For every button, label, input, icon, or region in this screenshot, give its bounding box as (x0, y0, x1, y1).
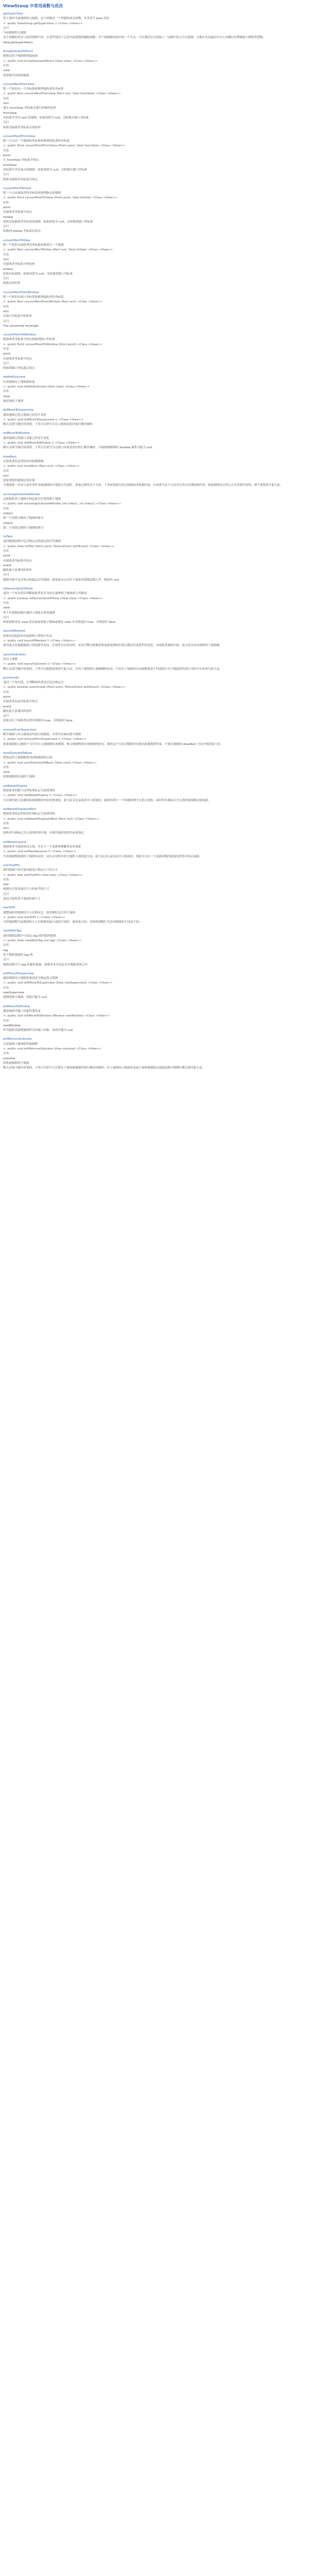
discussion-text: 当视图第一次显示或有事件导致视图的可视部分失效时，系统会调用这个方法。子类如果使用其它绘图技术绘制内容，应该重写这个方法并在其中实现绘图代码；如果视图是以其它方式设置内容的，则不需要重写此方法。 (3, 484, 283, 487)
return-section-label: 返回 (3, 715, 9, 718)
return-value: 如果接收者是 view 的直接或间接子视图或就是 view 本身则返回 true，否则返回 false (3, 621, 116, 624)
api-name: sizeToFit (3, 906, 15, 910)
return-section-label: 返回 (3, 362, 9, 365)
param-description: 在接收者坐标系中的点 (3, 211, 32, 214)
param-description: 在接收者坐标系中的点 (3, 559, 32, 563)
api-name: willMoveToSuperview (3, 972, 34, 975)
api-entry (3, 587, 330, 625)
return-value: 转换到 toView 坐标系后的点 (3, 230, 41, 233)
api-entry (3, 375, 330, 404)
param-name: event (3, 705, 11, 708)
api-signature: <- public void bringSubviewToFront (View view) <Class <View>> (3, 59, 98, 63)
api-entry (3, 1037, 330, 1071)
param-name: view (3, 69, 10, 73)
api-signature: <- public View hitTest (Point point, MotionEvent withEvent) <Class <View>> (3, 545, 114, 548)
api-entry (3, 784, 330, 803)
api-description: 把一个矩形从一个坐标系转换到接收者的坐标系 (3, 88, 64, 91)
return-section-label: 返回 (3, 173, 9, 177)
param-name: point (3, 554, 11, 558)
api-signature: <- public Size sizeThatFits (Size size) <Class <View>> (3, 873, 82, 877)
api-description: 询问视图计算并返回最适合指定尺寸的大小 (3, 869, 58, 872)
api-signature: <- public void removeFromSuperview () <Class <View>> (3, 738, 87, 741)
param-description: 在接收者局部坐标系中的点 (3, 700, 38, 704)
api-description: 告诉视图子视图即将被移除 (3, 1042, 38, 1046)
api-entry (3, 728, 330, 747)
param-description: 触发此方法调用的事件 (3, 569, 32, 572)
param-name: fromView (3, 111, 17, 115)
api-description: 布局子视图 (3, 657, 18, 661)
param-section-label: 参数 (3, 1052, 9, 1056)
return-section-label: 返回 (3, 121, 9, 125)
param-description: 在窗口坐标系中的矩形 (3, 315, 32, 318)
api-signature: <- public void willMoveToSuperview (View newSuperview) <Class <View>> (3, 981, 113, 985)
page-title: ViewGroup 中常用函数与成员 (3, 4, 63, 8)
param-section-label: 参数 (3, 878, 9, 882)
param-description: 视图的新父视图；该值可能为 null (3, 996, 47, 999)
return-value: 转换为接收者坐标系后的点 (3, 178, 38, 181)
discussion-text: 如果视图的父视图不为空并且父视图拥有该视图，则父视图释放对该视图的持有；调用这个方法会移除所有指向此视图的约束。不要在视图的 drawRect 方法中调用此方法。 (3, 742, 223, 746)
param-description: 用于搜索视图的 tag 值 (3, 953, 33, 957)
param-description: 被添加的子视图 (3, 399, 24, 403)
discussion-text: 可以使用此方法通知系统视图的内容需要重绘。此方法会记录请求并立即返回；视图直到下一个绘制周期才会真正重绘，届时所有被标记为无效的视图都会被更新。 (3, 799, 211, 802)
return-value: 如果点位于接收者边界内则返回 true，否则返回 false (3, 719, 73, 723)
return-section-label: 返回 (3, 319, 9, 323)
api-name: hitTest (3, 535, 13, 539)
api-description: 通知视图其父视图将要改变为指定的父视图 (3, 977, 58, 980)
return-section-label: 返回 (3, 26, 9, 30)
discussion-text: 默认实现不做任何事情；子类可以根据需要重写此方法，对其子视图执行更精确的布局。只有在子视图的自动调整和基于约束的行为不能提供所需行为时才应该重写此方法。 (3, 667, 223, 671)
param-description: 视图应计算其最佳大小时参考的尺寸 (3, 888, 50, 891)
param-section-label: 参数 (3, 1019, 9, 1023)
api-name: viewWithTag (3, 929, 22, 933)
param-section-label: 参数 (3, 305, 9, 309)
api-name: drawRect (3, 455, 17, 459)
api-name: sizeThatFits (3, 863, 20, 867)
param-name: index1 (3, 512, 13, 515)
param-description: 需要重绘的视图边界区域 (3, 479, 35, 483)
param-section-label: 参数 (3, 390, 9, 394)
api-name: convertPointToWindow (3, 333, 36, 337)
api-signature: <- public void layoutIfNeeded () <Class <View>> (3, 639, 75, 643)
param-section-label: 参数 (3, 253, 9, 257)
param-name: subview (3, 1057, 15, 1060)
return-value: 视图对象中包含该点的最远后代视图；如果该点完全位于接收者视图层级之外，则返回 null (3, 578, 119, 582)
document-page (0, 0, 330, 1071)
return-value: 视图层级中与 tag 匹配的视图；接收者本身也包含在搜索范围之内 (3, 963, 88, 967)
param-name: size (3, 883, 9, 887)
api-entry (3, 1005, 330, 1033)
param-name: event (3, 564, 11, 567)
api-signature: <- public void setNeedsDisplayInRect (Rect rect) <Class <View>> (3, 817, 100, 821)
api-signature: <- public void didMoveToWindow () <Class <View>> (3, 442, 80, 445)
api-signature: <- public void willRemoveSubview (View subview) <Class <View>> (3, 1047, 102, 1050)
api-signature: <- public void sendSubviewToBack (View view) <Class <View>> (3, 761, 97, 765)
return-section-label: 返回 (3, 958, 9, 962)
param-name: rect (3, 102, 9, 106)
param-name: toView (3, 267, 13, 271)
api-description: 把一个点从接收者的坐标系转换到指定的视图 (3, 192, 61, 195)
param-description: 触发此方法调用的事件 (3, 709, 32, 713)
api-entry (3, 408, 330, 427)
param-description: 要把点转换到其坐标系的视图；如果该值为 null，会转换到窗口坐标系 (3, 220, 93, 224)
api-description: 通知视图它的父视图已经发生变化 (3, 413, 46, 417)
param-description: 第二个需要交换的子视图的索引 (3, 526, 44, 530)
api-entry (3, 807, 330, 836)
api-entry (3, 535, 330, 583)
api-signature: <- public void didAddSubview (View view) <Class <View>> (3, 385, 90, 389)
api-name: sendSubviewToBack (3, 751, 32, 755)
api-signature: <- public void drawRect (Rect rect) <Class <View>> (3, 465, 80, 468)
param-description: 作为接收者新根视图所在的窗口对象；该值可能为 null (3, 1029, 73, 1032)
api-entry (3, 82, 330, 130)
api-name: convertRectFromView (3, 82, 35, 86)
api-entry (3, 333, 330, 371)
return-section-label: 返回 (3, 616, 9, 619)
api-description: 调整接收者视图的大小并移动它，使其刚好包含其子视图 (3, 911, 75, 914)
api-name: willMoveToWindow (3, 1005, 30, 1008)
api-description: 断开视图与其父视图及其窗口的链接，并将其从响应链中移除 (3, 733, 81, 737)
api-description: 告诉视图有子视图被添加 (3, 380, 35, 384)
api-name: bringSubviewToFront (3, 50, 34, 54)
param-name: tag (3, 948, 8, 952)
return-value: 转换后的矩形 (3, 282, 21, 285)
return-value: The converted rectangle (3, 324, 39, 328)
param-name: point (3, 206, 11, 209)
param-section-label: 参数 (3, 766, 9, 769)
api-description: 如果有挂起的布局更新则立即执行布局 (3, 634, 53, 638)
param-section-label: 参数 (3, 549, 9, 553)
param-description: 第一个需要交换的子视图的索引 (3, 517, 44, 520)
api-signature: <- public void exchangeSubviewAtIndex (int index1, int index2) <Class <View>> (3, 502, 121, 506)
param-section-label: 参数 (3, 986, 9, 990)
api-name: removeFromSuperview (3, 728, 37, 732)
return-section-label: 返回 (3, 225, 9, 229)
api-entry (3, 863, 330, 902)
return-value: 转换为接收者坐标系后的矩形 (3, 126, 41, 129)
param-section-label: 参数 (3, 97, 9, 100)
param-name: view (3, 395, 10, 398)
api-entry (3, 187, 330, 234)
api-entry (3, 840, 330, 859)
api-name: setNeedsDisplay (3, 784, 27, 788)
api-signature: <- public Point convertPointFromView (Point point, View fromView) <Class <View>> (3, 144, 125, 148)
api-name: convertRectFromWindow (3, 291, 39, 294)
api-signature: <- public void setNeedsDisplay () <Class <View>> (3, 794, 77, 798)
param-name: index2 (3, 521, 13, 525)
api-name: exchangeSubviewAtIndex (3, 493, 40, 496)
param-description: 转换目标视图；如果该值为 null，会转换到窗口坐标系 (3, 272, 73, 276)
api-description: 使接收者当前的布局无效，并在下一个更新周期触发布局更新 (3, 845, 81, 849)
discussion-text: 默认实现不做任何事情，子类可以重写以在窗口对象变化时执行额外操作；当视图被移除时 window 属性可能为 null。 (3, 446, 155, 450)
param-section-label: 参数 (3, 507, 9, 511)
param-description: 即将被移除的子视图 (3, 1061, 29, 1065)
api-entry (3, 676, 330, 724)
api-name: didMoveToWindow (3, 432, 30, 435)
api-name: convertRectToView (3, 239, 30, 242)
param-name: rect (3, 310, 9, 313)
discussion-text: 当需要调整视图的子视图布局时，请在应用程序的主线程上调用此方法；此方法会记录请求并立即返回，因此可以在一个更新周期内批量处理多次布局更新。 (3, 855, 202, 858)
api-name: isDescendantOfView (3, 587, 33, 591)
api-entry (3, 134, 330, 182)
param-name: newSuperview (3, 991, 24, 995)
param-name: rect (3, 474, 9, 478)
api-description: 把接收者指定的矩形区域标记为需要重绘 (3, 812, 55, 816)
return-section-label: 返回 (3, 277, 9, 281)
api-signature: <- public Rect convertRectToView (Rect rect, View toView) <Class <View>> (3, 248, 113, 252)
param-description: 在接收者坐标系中的点 (3, 357, 32, 361)
return-value: 更适合接收者子视图的新尺寸 (3, 897, 41, 901)
api-description: 返回视图层级中与给定 tag 值匹配的视图 (3, 934, 56, 938)
param-section-label: 参数 (3, 149, 9, 152)
api-signature: <- public void didMoveToSuperview () <Class <View>> (3, 418, 84, 421)
param-name: view (3, 771, 10, 774)
param-section-label: 参数 (3, 822, 9, 825)
api-list (3, 12, 330, 1071)
api-entry (3, 12, 330, 45)
api-name: willRemoveSubview (3, 1038, 32, 1041)
api-entry (3, 291, 330, 329)
api-description: 在接收者的边界矩形内绘制图像 (3, 460, 44, 463)
api-description: 返回一个布尔值，以判断接收者是否包含指定点 (3, 681, 64, 685)
param-name: toView (3, 215, 13, 219)
api-description: 把指定的子视图移到最前面 (3, 55, 38, 58)
param-description: 坐标系中含有 rect 的视图；如果该值为 null，会转换自窗口坐标系 (3, 116, 89, 120)
api-description: 通知视图其窗口对象将要改变 (3, 1009, 41, 1013)
api-signature: <- public ViewGroup getSuperView () <Class <View>> (3, 22, 83, 25)
api-signature: <- public Rect convertRectFromWindow (Rect rect) <Class <View>> (3, 300, 103, 304)
api-name: setNeedsDisplayInRect (3, 807, 37, 811)
api-description: 返回一个布尔值以判断接收者是否为给定视图的子视图或与其相同 (3, 592, 87, 596)
discussion-text: 这个函数的用法与返回值稍不同，在某些情况下它是内部逻辑的辅助函数；对于视图树结构中的一个节点，可以调用它以获取上一层级中的父节点视图，方便在布局遍历中向上回溯以处理测量与排版等逻辑。 (3, 36, 266, 40)
api-entry (3, 455, 330, 488)
param-section-label: 参数 (3, 348, 9, 351)
api-entry (3, 239, 330, 286)
api-description: 把一个矩形从接收者的坐标系转换到另一个视图 (3, 244, 64, 247)
return-section-label: 返回 (3, 573, 9, 577)
api-signature: <- public void willMoveToWindow (Window newWindow) <Class <View>> (3, 1014, 110, 1018)
param-name: view (3, 606, 10, 610)
api-description: 把一个点从一个视图的坐标系转换到接收者的坐标系 (3, 140, 70, 143)
discussion-text: 当你想调整当前视图的大小以便使用最合适的空间时，调用此方法；具体的调整行为会因视图的不同而不同。 (3, 921, 142, 924)
api-name: didAddSubview (3, 376, 26, 379)
param-section-label: 参数 (3, 201, 9, 205)
api-signature: <- public Point convertPointToView (Point point, View toView) <Class <View>> (3, 196, 117, 200)
param-description: 在接收者坐标系中的矩形 (3, 263, 35, 266)
param-description: 要在 fromView 坐标系中进行转换的矩形 (3, 107, 56, 110)
api-name: didMoveToSuperview (3, 409, 34, 412)
api-name: getSuperView (3, 12, 23, 15)
discussion-text: View.getSuperView() (3, 41, 33, 44)
api-name: pointInside (3, 676, 19, 680)
param-description: 接收者中被标记为无效的矩形区域，应使用接收者的坐标系指定 (3, 832, 84, 835)
api-description: 用于返回当前视图的父视图，这个函数是一个重载的成员函数，并非原生 Java 用法 (3, 17, 109, 21)
param-description: 用于在视图层级中测试子视图关系的视图 (3, 611, 55, 615)
api-description: 返回视图层级中包含指定点的最远的后代视图 (3, 540, 61, 544)
api-name: layoutIfNeeded (3, 630, 25, 633)
param-description: 需要移至顶部的视图 (3, 74, 29, 77)
api-description: 通知视图它的窗口对象已经发生变化 (3, 436, 50, 440)
api-entry (3, 493, 330, 531)
return-value: 转换到窗口坐标系后的点 (3, 367, 35, 370)
return-section-label: 返回 (3, 892, 9, 896)
api-name: convertPointFromView (3, 134, 36, 138)
param-name: point (3, 352, 11, 356)
api-signature: <- public boolean pointInside (Point point, MotionEvent withEvent) <Class <View>> (3, 686, 125, 689)
param-section-label: 参数 (3, 690, 9, 694)
api-entry (3, 906, 330, 925)
param-section-label: 参数 (3, 469, 9, 473)
api-description: 把一个矩形从窗口坐标系转换到接收者的坐标系 (3, 296, 64, 299)
api-name: setNeedsLayout (3, 840, 27, 844)
return-value: 当前视图的父视图 (3, 31, 26, 35)
param-name: point (3, 154, 11, 158)
param-description: 坐标系中含有该点的视图；如果该值为 null，会转换自窗口坐标系 (3, 168, 88, 172)
param-section-label: 参数 (3, 944, 9, 947)
discussion-text: 默认实现不做任何事情，子类可以重写它以便在子视图被移除时执行额外的操作；在子视图的父视图改变或子视图被彻底从视图层级中移除时都会调用此方法。 (3, 1066, 205, 1070)
api-name: convertPointToView (3, 187, 31, 190)
param-name: newWindow (3, 1024, 21, 1027)
api-entry (3, 629, 330, 648)
param-name: point (3, 696, 11, 699)
api-description: 把指定的子视图移到其同级视图的后面 (3, 756, 53, 760)
param-name: fromView (3, 163, 17, 167)
api-description: 把接收者坐标系中的点转换到窗口坐标系 (3, 338, 55, 342)
api-entry (3, 49, 330, 78)
discussion-text: 使用此方法强制视图立即更新其布局。在使用自动布局时，布局引擎会根据需要更新视图的位置以满足约束条件的变化；从接收者视图开始，此方法会布局视图的子视图树。 (3, 644, 223, 648)
api-name: layoutSubviews (3, 653, 26, 656)
api-signature: <- public void sizeToFit () <Class <View>> (3, 916, 65, 919)
api-signature: <- public void setNeedsLayout () <Class <View>> (3, 850, 77, 854)
param-section-label: 参数 (3, 601, 9, 605)
param-description: 在 fromView 坐标系中的点 (3, 159, 39, 162)
api-signature: <- public Point convertPointToWindow (Point point) <Class <View>> (3, 343, 103, 346)
api-signature: <- public View viewWithTag (int tag) <Class <View>> (3, 939, 81, 943)
api-signature: <- public boolean isDescendantOfView (View view) <Class <View>> (3, 597, 103, 600)
param-name: rect (3, 827, 9, 831)
api-signature: <- public Rect convertRectFromView (Rect rect, View fromView) <Class <View>> (3, 92, 121, 96)
api-entry (3, 972, 330, 1001)
api-entry (3, 751, 330, 780)
api-entry (3, 653, 330, 672)
discussion-text: 默认实现不做任何事情，子类可以重写以在父视图变化时执行额外操作。 (3, 423, 96, 427)
api-signature: <- public void layoutSubviews () <Class <View>> (3, 663, 76, 666)
api-description: 交换接收者子视图中指定索引位置的两个视图 (3, 498, 61, 501)
api-entry (3, 431, 330, 450)
param-section-label: 参数 (3, 64, 9, 67)
api-entry (3, 929, 330, 967)
param-description: 需要被移到后面的子视图 (3, 775, 35, 779)
param-name: rect (3, 258, 9, 261)
api-description: 把接收者的整个边界矩形标记为需要重绘 (3, 789, 55, 793)
